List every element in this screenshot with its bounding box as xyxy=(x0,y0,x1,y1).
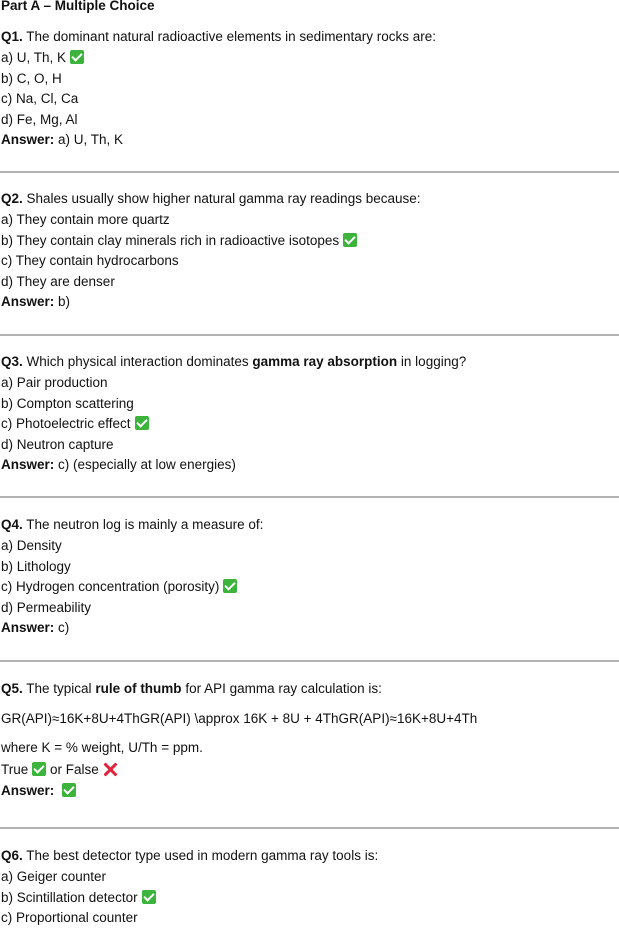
question-number: Q5. xyxy=(1,681,23,696)
check-mark-icon xyxy=(70,50,84,64)
answer-line: Answer: c) (especially at low energies) xyxy=(1,457,236,472)
question-text: The best detector type used in modern gamma ray tools is: xyxy=(22,848,379,863)
divider xyxy=(0,496,619,498)
answer-line: Answer: a) U, Th, K xyxy=(1,132,124,147)
formula-line: GR(API)≈16K+8U+4ThGR(API) \approx 16K + 8U + 4ThGR(API)≈16K+8U+4Th xyxy=(1,711,478,726)
question-4-prompt xyxy=(1,514,617,536)
option-c: c) Photoelectric effect xyxy=(1,414,617,435)
answer-line: Answer: b) xyxy=(1,294,71,309)
option-b: b) C, O, H xyxy=(1,70,62,86)
option-c: c) Proportional counter xyxy=(1,910,138,925)
check-mark-icon xyxy=(343,233,357,247)
option-a: a) Density xyxy=(1,538,62,553)
question-2-prompt xyxy=(1,188,617,210)
check-mark-icon xyxy=(62,783,76,797)
question-6 xyxy=(1,845,617,929)
cross-mark-icon xyxy=(103,762,118,777)
question-5-prompt: Q5. The typical rule of thumb for API gamma ray calculation is: xyxy=(1,681,382,696)
option-d: d) Fe, Mg, Al xyxy=(1,111,78,127)
question-2 xyxy=(1,188,617,313)
question-text: The dominant natural radioactive elements in sedimentary rocks are: xyxy=(22,29,436,44)
option-c: c) Hydrogen concentration (porosity) xyxy=(1,577,617,598)
option-c: c) Na, Cl, Ca xyxy=(1,91,79,106)
section-title: Part A – Multiple Choice xyxy=(1,0,155,13)
option-b: b) They contain clay minerals rich in radioactive isotopes xyxy=(1,231,617,252)
answer-line: Answer: c) xyxy=(1,620,70,635)
question-4 xyxy=(1,514,617,639)
answer-line: Answer: xyxy=(1,781,617,802)
question-1-prompt xyxy=(1,26,617,48)
question-number: Q3. xyxy=(1,354,23,369)
true-false-line: True or False xyxy=(1,759,617,781)
question-text: The neutron log is mainly a measure of: xyxy=(22,517,264,532)
question-number: Q4. xyxy=(1,517,23,532)
option-b: b) Compton scattering xyxy=(1,395,134,411)
option-a: a) Geiger counter xyxy=(1,869,107,884)
option-a: a) They contain more quartz xyxy=(1,212,170,227)
divider xyxy=(0,660,619,662)
question-text: Shales usually show higher natural gamma ray readings because: xyxy=(22,191,421,206)
question-5 xyxy=(1,678,617,801)
option-a: a) U, Th, K xyxy=(1,48,617,69)
option-b: b) Scintillation detector xyxy=(1,888,617,909)
divider xyxy=(0,827,619,829)
option-a: a) Pair production xyxy=(1,375,108,390)
option-c: c) They contain hydrocarbons xyxy=(1,253,179,268)
check-mark-icon xyxy=(32,762,46,776)
question-3 xyxy=(1,351,617,476)
question-1 xyxy=(1,26,617,151)
question-3-prompt: Q3. Which physical interaction dominates gamma ray absorption in logging? xyxy=(1,354,467,369)
question-number: Q2. xyxy=(1,191,23,206)
option-b: b) Lithology xyxy=(1,558,71,574)
divider xyxy=(0,334,619,336)
check-mark-icon xyxy=(142,890,156,904)
divider xyxy=(0,171,619,173)
question-number: Q1. xyxy=(1,29,23,44)
option-d: d) They are denser xyxy=(1,273,115,289)
question-number: Q6. xyxy=(1,848,23,863)
check-mark-icon xyxy=(223,579,237,593)
where-line: where K = % weight, U/Th = ppm. xyxy=(1,740,203,755)
option-d: d) Neutron capture xyxy=(1,436,114,452)
question-6-prompt xyxy=(1,845,617,867)
option-d: d) Permeability xyxy=(1,599,92,615)
check-mark-icon xyxy=(135,416,149,430)
